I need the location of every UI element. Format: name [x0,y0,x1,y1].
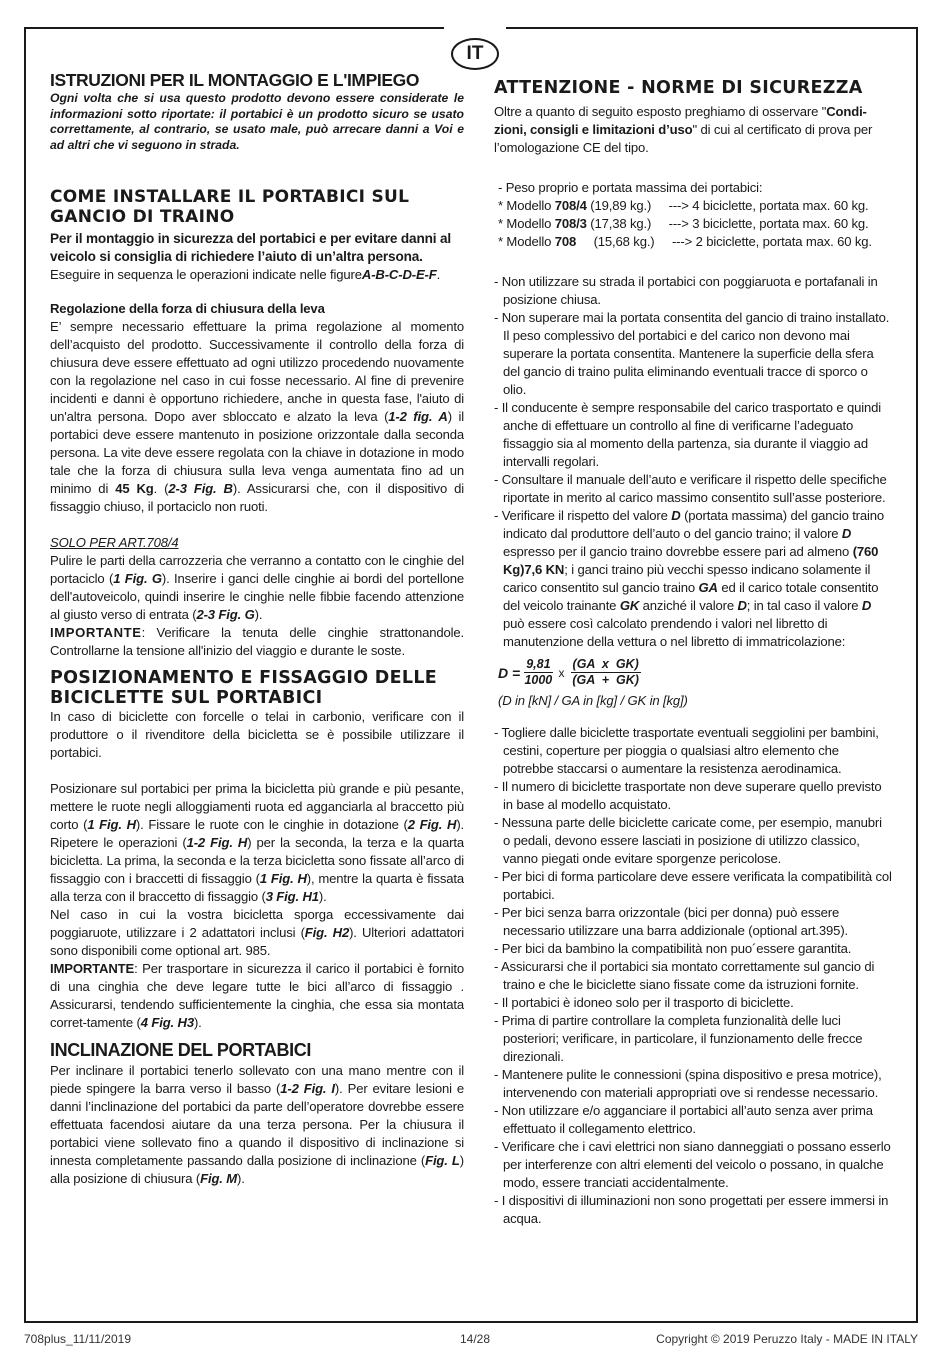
safety-list-bottom [494,724,892,1228]
model-line [498,197,892,215]
list-item: - I dispositivi di illuminazioni non sono progettati per essere immersi in acqua. [494,1193,889,1226]
tilt-text-g: ). [237,1171,245,1186]
positioning-text-c: ). Fissare le ruote con le cinghie in dotazione ( [135,817,408,832]
install-sequence-text [50,266,464,284]
model-spec: (15,68 kg.) ---> 2 biciclette, portata max. 60 kg. [576,234,872,249]
install-sequence-figures: A-B-C-D-E-F [361,267,437,282]
d-text-g: ; i ganci traino più vecchi spesso indicano solamente il carico consentito sul gancio traino [503,562,871,595]
formula-multiply: x [558,665,565,680]
positioning-ref-12h: 1-2 Fig. H [186,835,248,850]
formula-denominator-1: 1000 [524,673,553,687]
model-line [498,233,892,251]
model-prefix: * Modello [498,216,555,231]
d-symbol: D [861,598,872,613]
tilt-ref-i: 1-2 Fig. I [280,1081,335,1096]
list-item: - Il numero di biciclette trasportate non deve superare quello previsto in base al modello acquistato. [494,779,882,812]
d-min-value: (760 Kg)7,6 KN [503,544,879,577]
install-bold-text: Per il montaggio in sicurezza del portabici e per evitare danni al veicolo si consiglia di richiedere l’aiuto di un’altra persona. [50,231,452,264]
list-item: - Non superare mai la portata consentita del gancio di traino installato. Il peso complessivo del portabici e del carico non devono mai superare la portata consentita. Mantenere la superficie della sfera del gancio di traino pulita eliminando eventuali tracce di sporco o olio. [494,310,890,397]
d-text-k: anziché il valore [639,598,738,613]
list-item: - Il conducente è sempre responsabile del carico trasportato e quindi anche di effettuare un controllo al fine di verificarne l’adeguato fissaggio sia al momento della partenza, sia durante il viaggio ad intervalli regolari. [494,400,882,469]
positioning-carbon-note: In caso di biciclette con forcelle o telai in carbonio, verificare con il produttore o il rivenditore della bicicletta se è possibile utilizzare il portabici. [50,709,464,760]
model-prefix: * Modello [498,234,555,249]
adapter-text-a: Nel caso in cui la vostra bicicletta sporga eccessivamente dai poggiaruote, utilizzare i 2 adattatori inclusi ( [50,907,464,940]
list-item: - Prima di partire controllare la completa funzionalità delle luci posteriori; verificare, in particolare, il funzionamento delle frecce direzionali. [494,1013,863,1064]
list-item: - Per bici da bambino la compatibilità non puo´essere garantita. [494,941,852,956]
adapter-text [50,906,464,960]
formula-fraction-2 [571,657,641,688]
list-item: - Non utilizzare e/o agganciare il portabici all’auto senza aver prima effettuato il collegamento elettrico. [494,1103,873,1136]
safety-intro-a: Oltre a quanto di seguito esposto preghiamo di osservare " [494,104,827,119]
intro-paragraph: Ogni volta che si usa questo prodotto devono essere considerate le informazioni sotto riportate: il portabici è un prodotto sicuro se usato correttamente, al contrario, se usato male, può arrecare danni a Voi e ad altri che vi seguono in strada. [50,91,464,152]
regulation-text-g: ). Assicurarsi che, con il dispositivo di fissaggio chiuso, il portaciclo non ruoti. [50,481,464,514]
important-load-text: : Per trasportare in sicurezza il carico il portabici è fornito di una cinghia che deve legare tutte le bici all’arco di fissaggio . Assicurarsi, tendendo sufficientemente la cinghia, che essa sia montata corret-tamente ( [50,961,464,1030]
list-item: - Per bici senza barra orizzontale (bici per donna) può essere necessario utilizzare una barra addizionale (optional art.395). [494,905,849,938]
important-strap-text: : Verificare la tenuta delle cinghie strattonandole. Controllarne la tensione all'inizio del viaggio e durante le soste. [50,625,464,658]
tilt-text-a: Per inclinare il portabici tenerlo sollevato con una mano mentre con il piede spingere la barra verso il basso ( [50,1063,464,1096]
important-label: IMPORTANTE [50,625,142,640]
solo-ref-g1: 1 Fig. G [113,571,162,586]
positioning-text [50,780,464,906]
language-badge: IT [451,38,499,70]
safety-intro-c: " di cui al certificato di prova per l’omologazione CE del tipo. [494,122,873,155]
model-spec: (17,38 kg.) ---> 3 biciclette, portata max. 60 kg. [586,216,869,231]
weight-list-title: - Peso proprio e portata massima dei portabici: [498,180,763,195]
safety-intro [494,103,892,157]
model-prefix: * Modello [498,198,555,213]
formula-units: (D in [kN] / GA in [kg] / GK in [kg]) [498,693,688,708]
tilt-ref-m: Fig. M [200,1171,238,1186]
model-line [498,215,892,233]
important-ref-h3: 4 Fig. H3 [140,1015,194,1030]
d-text-e: espresso per il gancio traino dovrebbe essere pari ad almeno [503,544,853,559]
d-formula [498,657,892,688]
d-text-m: ; in tal caso il valore [746,598,862,613]
badge-gap [444,24,506,32]
regulation-text [50,318,464,516]
footer-doc-code: 708plus_11/11/2019 [24,1332,131,1346]
adapter-text-c: ). Ulteriori adattatori sono disponibili come optional art. 985. [50,925,464,958]
adapter-ref-h2: Fig. H2 [304,925,350,940]
important-strap-note [50,624,464,660]
safety-list-top [494,273,892,651]
safety-intro-conditions: Condi-zioni, consigli e limitazioni d’uso [494,104,867,137]
weight-list [498,179,892,251]
d-symbol: D [737,598,747,613]
d-text-a: - Verificare il rispetto del valore [494,508,672,523]
model-number: 708/3 [554,216,587,231]
install-sequence-end: . [436,267,441,282]
d-symbol: D [671,508,681,523]
important-label-2: IMPORTANTE [50,961,135,976]
gk-symbol: GK [619,598,640,613]
main-title: ISTRUZIONI PER IL MONTAGGIO E L'IMPIEGO [50,70,420,90]
formula-lhs: D = [498,664,521,681]
solo-text-a: Pulire le parti della carrozzeria che verranno a contatto con le cinghie del portaciclo ( [50,553,464,586]
formula-numerator-1: 9,81 [526,657,551,671]
left-column [50,68,464,1318]
section-tilt-title: INCLINAZIONE DEL PORTABICI [50,1040,311,1060]
list-item: - Assicurarsi che il portabici sia montato correttamente sul gancio di traino e che le biciclette siano fissate come da istruzioni fornite. [494,959,875,992]
list-item: - Per bici di forma particolare deve essere verificata la compatibilità col portabici. [494,869,892,902]
list-item: - Togliere dalle biciclette trasportate eventuali seggiolini per bambini, cestini, coperture per pioggia o qualsiasi altro elemento che potrebbe staccarsi o aumentare la resistenza aerodinamica. [494,725,879,776]
regulation-ref-a: 1-2 fig. A [388,409,448,424]
solo-708-4-label: SOLO PER ART.708/4 [50,535,179,550]
safety-title: ATTENZIONE - NORME DI SICUREZZA [494,78,863,98]
d-symbol: D [841,526,852,541]
important-load-note [50,960,464,1032]
solo-ref-g2: 2-3 Fig. G [196,607,255,622]
list-item: - Nessuna parte delle biciclette caricate come, per esempio, manubri o pedali, devono essere lasciati in posizione di utilizzo classico, vanno piegati onde evitare sporgenze pericolose. [494,815,882,866]
tilt-text-c: ). Per evitare lesioni e danni l’inclinazione del portabici da parte dell’operatore dovrebbe essere effettuata facendosi aiutare da una terza persona. Per la chiusura il portabici viene sollevato fino a quando il dispositivo di inclinazione si innesta completamente passando dalla posizione di inclinazione ( [50,1081,464,1168]
model-number: 708/4 [554,198,587,213]
footer-copyright: Copyright © 2019 Peruzzo Italy - MADE IN ITALY [656,1332,918,1346]
list-item: - Consultare il manuale dell’auto e verificare il rispetto delle specifiche riportate in merito al carico massimo consentito sull’asse posteriore. [494,472,887,505]
regulation-force: 45 Kg [115,481,154,496]
positioning-ref-3h1: 3 Fig. H1 [265,889,319,904]
positioning-text-i: ), mentre la quarta è fissata alla terza con il braccetto di fissaggio ( [50,871,464,904]
positioning-text-g: ) per la seconda, la terza e la quarta bicicletta. La prima, la seconda e la terza bicicletta sono fissate all’arco di fissaggio con i braccetti di fissaggio ( [50,835,464,886]
list-item: - Verificare che i cavi elettrici non siano danneggiati o possano esserlo per interferenze con altri elementi del veicolo o possano, in qualche modo, essere tranciati accidentalmente. [494,1139,891,1190]
list-item: - Il portabici è idoneo solo per il trasporto di biciclette. [494,995,794,1010]
regulation-text-a: E’ sempre necessario effettuare la prima regolazione al momento dell’acquisto del prodotto. Successivamente il controllo della forza di chiusura deve essere effettuato ad ogni utilizzo procedendo nuovamente con la regolazione nel caso in cui fosse necessario. Al fine di prevenire incidenti e danni è opportuno richiedere, anche in questa fase, l'aiuto di un'altra persona. Dopo aver sbloccato e alzato la leva ( [50,319,464,424]
tilt-ref-l: Fig. L [425,1153,460,1168]
positioning-ref-2h: 2 Fig. H [407,817,457,832]
ga-symbol: GA [698,580,718,595]
d-text-o: può essere così calcolato prendendo i valori nel libretto di manutenzione della vettura o nel libretto di immatricolazione: [503,616,846,649]
list-item: - Mantenere pulite le connessioni (spina dispositivo e presa motrice), intervenendo con materiali appropriati ove si rendesse necessario. [494,1067,882,1100]
right-column [494,68,892,1318]
positioning-ref-1h-b: 1 Fig. H [259,871,307,886]
model-number: 708 [554,234,577,249]
tilt-text-e: ) alla posizione di chiusura ( [50,1153,464,1186]
regulation-text-e: . ( [153,481,169,496]
regulation-ref-b: 2-3 Fig. B [168,481,233,496]
footer-page-number: 14/28 [460,1332,491,1346]
model-spec: (19,89 kg.) ---> 4 biciclette, portata max. 60 kg. [586,198,869,213]
regulation-text-c: ) il portabici deve essere mantenuto in posizione orizzontale dalla seconda persona. La vite deve essere regolata con la chiave in dotazione in modo tale che la forza di chiusura sulla leva venga aumentata fino ad un minimo di [50,409,464,496]
tilt-text [50,1062,464,1188]
important-load-end: ). [193,1015,202,1030]
section-install-title: COME INSTALLARE IL PORTABICI SUL GANCIO DI TRAINO [50,187,410,227]
positioning-text-k: ). [318,889,327,904]
list-item-d-value [494,507,892,651]
d-text-c: (portata massima) del gancio traino indicato dal produttore dell’auto o del gancio traino; il valore [503,508,885,541]
list-item: - Non utilizzare su strada il portabici con poggiaruota e portafanali in posizione chiusa. [494,274,878,307]
solo-text-e: ). [254,607,263,622]
positioning-text-a: Posizionare sul portabici per prima la bicicletta più grande e più pesante, mettere le ruote negli alloggiamenti ruota ed agganciarla al braccetto più corto ( [50,781,464,832]
formula-fraction-1 [524,657,552,688]
d-text-i: ed il carico totale consentito del veicolo trainante [503,580,879,613]
section-positioning-title: POSIZIONAMENTO E FISSAGGIO DELLE BICICLETTE SUL PORTABICI [50,668,438,708]
formula-denominator-2: (GA + GK) [572,673,639,687]
solo-708-4-text [50,552,464,624]
positioning-ref-1h: 1 Fig. H [87,817,136,832]
formula-numerator-2: (GA x GK) [572,657,639,671]
regulation-title: Regolazione della forza di chiusura della leva [50,301,325,316]
solo-text-c: ). Inserire i ganci delle cinghie ai bordi del portellone dell'autoveicolo, quindi inserire le cinghie nelle fibbie facendo attenzione al giusto verso di entrata ( [50,571,464,622]
positioning-text-e: ). Ripetere le operazioni ( [50,817,464,850]
install-sequence-label: Eseguire in sequenza le operazioni indicate nelle figure [50,267,362,282]
